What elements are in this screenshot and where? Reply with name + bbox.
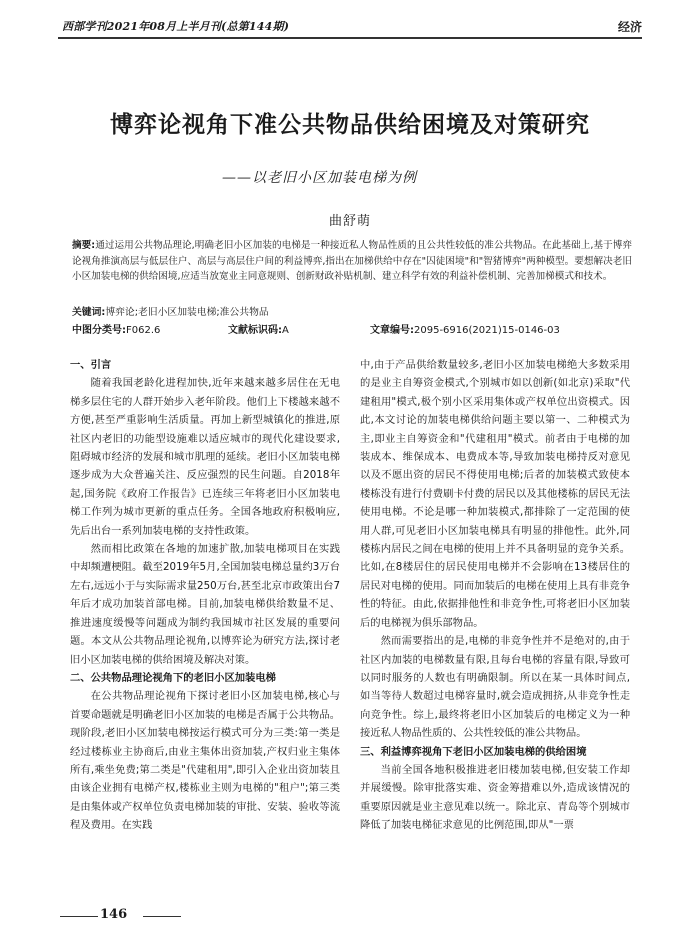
keywords-label: 关键词: xyxy=(72,307,106,318)
doc-label: 文献标识码: xyxy=(228,325,282,336)
article-number xyxy=(370,324,560,338)
article-subtitle: ——以老旧小区加装电梯为例 xyxy=(222,170,417,186)
footer-rule-left xyxy=(60,916,98,917)
clc-label: 中图分类号: xyxy=(72,325,126,336)
article-no-label: 文章编号: xyxy=(370,325,414,336)
section-heading-dilemma: 三、利益博弈视角下老旧小区加装电梯的供给困境 xyxy=(360,745,587,758)
abstract-label: 摘要: xyxy=(72,240,96,251)
abstract xyxy=(72,238,632,285)
left-column xyxy=(70,356,340,835)
paragraph: 在公共物品理论视角下探讨老旧小区加装电梯,核心与首要命题就是明确老旧小区加装的电梯是否属于公共物品。现阶段,老旧小区加装电梯按运行模式可分为三类:第一类是经过楼栋业主协商后,由业主集体出资加装,产权归业主集体所有,乘坐免费;第二类是"代建租用",即引入企业出资加装且由该企业拥有电梯产权,楼栋业主则为电梯的"租户";第三类是由集体或产权单位负责电梯加装的审批、安装、验收等流程及费用。在实践 xyxy=(70,690,340,832)
section-heading-intro: 一、引言 xyxy=(70,359,112,371)
keywords-text: 博弈论;老旧小区加装电梯;准公共物品 xyxy=(105,307,269,318)
clc-number xyxy=(72,324,160,338)
keywords xyxy=(72,306,632,320)
paragraph: 然而相比政策在各地的加速扩散,加装电梯项目在实践中却频遭梗阻。截至2019年5月,全国加装电梯总量约3万台左右,远远小于与实际需求量250万台,甚至北京市政策出台7年后才成功加装首部电梯。目前,加装电梯供给数量不足、推进速度缓慢等问题成为制约我国城市社区发展的重要问题。本文从公共物品理论视角,以博弈论为研究方法,探讨老旧小区加装电梯的供给困境及解决对策。 xyxy=(70,543,340,666)
abstract-text: 通过运用公共物品理论,明确老旧小区加装的电梯是一种接近私人物品性质的且公共性较低的准公共物品。在此基础上,基于博弈论视角推演高层与低层住户、高层与高层住户间的利益博弈,指出在加梯供给中存在"囚徒困境"和"智猪博弈"两种模型。要想解决老旧小区加装电梯的供给困境,应适当放宽业主同意规则、创新财政补贴机制、建立科学有效的利益补偿机制、完善加梯模式和技术。 xyxy=(72,240,632,282)
section-heading-theory: 二、公共物品理论视角下的老旧小区加装电梯 xyxy=(70,671,276,684)
document-code xyxy=(228,324,289,338)
footer-rule-right xyxy=(143,916,181,917)
right-column xyxy=(360,356,630,835)
paragraph: 随着我国老龄化进程加快,近年来越来越多居住在无电梯多层住宅的人群开始步入老年阶段。他们上下楼越来越不方便,甚至严重影响生活质量。再加上新型城镇化的推进,原社区内老旧的功能型设施难以适应城市的现代化建设要求,阻碍城市经济的发展和城市肌理的延续。老旧小区加装电梯逐步成为大众普遍关注、反应强烈的民生问题。自2018年起,国务院《政府工作报告》已连续三年将老旧小区加装电梯工作列为城市更新的重点任务。全国各地政府积极响应,先后出台一系列加装电梯的支持性政策。 xyxy=(70,377,340,537)
running-header-journal: 西部学刊2021年08月上半月刊(总第144期) xyxy=(62,20,290,33)
paragraph: 然而需要指出的是,电梯的非竞争性并不是绝对的,由于社区内加装的电梯数量有限,且每台电梯的容量有限,导致可以同时服务的人数也有明确限制。所以在某一具体时间点,如当等待人数超过电梯容量时,就会造成拥挤,从非竞争性走向竞争性。综上,最终将老旧小区加装后的电梯定义为一种接近私人物品性质的、公共性较低的准公共物品。 xyxy=(360,635,630,740)
article-no-value: 2095-6916(2021)15-0146-03 xyxy=(414,325,560,336)
paragraph: 中,由于产品供给数量较多,老旧小区加装电梯绝大多数采用的是业主自筹资金模式,个别城市如以创新(如北京)采取"代建租用"模式,极个别小区采用集体或产权单位出资模式。因此,本文讨论的加装电梯供给问题主要以第一、二种模式为主,即业主自筹资金和"代建租用"模式。前者由于电梯的加装成本、维保成本、电费成本等,导致加装电梯持反对意见以及不愿出资的居民不得使用电梯;后者的加装模式致使本楼栋没有进行付费刷卡付费的居民以及其他楼栋的居民无法使用电梯。不论是哪一种加装模式,都排除了一定范围的使用人群,可见老旧小区加装电梯具有明显的排他性。此外,同楼栋内居民之间在电梯的使用上并不具备明显的竞争关系。比如,在8楼居住的居民使用电梯并不会影响在13楼居住的居民对电梯的使用。同而加装后的电梯在使用上具有非竞争性的特征。由此,依据排他性和非竞争性,可将老旧小区加装后的电梯视为俱乐部物品。 xyxy=(360,359,630,629)
clc-value: F062.6 xyxy=(126,325,161,336)
running-header-section: 经济 xyxy=(618,20,643,34)
paragraph: 当前全国各地积极推进老旧楼加装电梯,但安装工作却并展缓慢。除审批落实难、资金筹措难以外,造成该情况的重要原因就是业主意见难以统一。除北京、青岛等个别城市降低了加装电梯征求意见的比例范围,即从"一票 xyxy=(360,763,630,832)
doc-value: A xyxy=(282,325,289,336)
page-number: 146 xyxy=(100,907,128,922)
header-rule xyxy=(58,37,642,39)
article-title: 博弈论视角下准公共物品供给困境及对策研究 xyxy=(110,111,590,138)
article-author: 曲舒萌 xyxy=(328,214,371,229)
